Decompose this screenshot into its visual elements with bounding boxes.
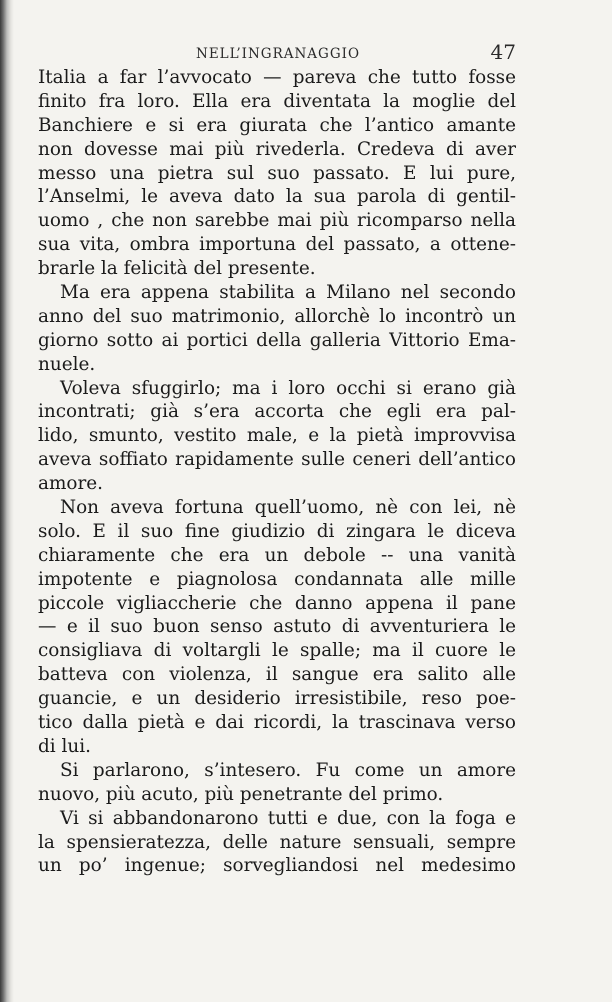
text-line: l’Anselmi, le aveva dato la sua parola di gentil- bbox=[38, 186, 516, 208]
page-number: 47 bbox=[490, 40, 516, 64]
text-line: Italia a far l’avvocato — pareva che tutto fosse bbox=[38, 67, 516, 88]
text-line: messo una pietra sul suo passato. E lui pure, bbox=[38, 162, 516, 184]
text-line: solo. E il suo fine giudizio di zingara le diceva bbox=[38, 520, 516, 542]
text-line: Non aveva fortuna quell’uomo, nè con lei, nè bbox=[60, 497, 516, 519]
text-line: aveva soffiato rapidamente sulle ceneri dell’antico bbox=[38, 449, 516, 471]
text-line: Ma era appena stabilita a Milano nel secondo bbox=[60, 282, 516, 304]
book-spine-shadow bbox=[0, 0, 14, 1002]
text-line: — e il suo buon senso astuto di avventuriera le bbox=[38, 616, 516, 638]
text-line: nuovo, più acuto, più penetrante del primo. bbox=[38, 783, 444, 805]
text-line: giorno sotto ai portici della galleria Vittorio Ema- bbox=[38, 329, 516, 351]
text-line: lido, smunto, vestito male, e la pietà improvvisa bbox=[38, 425, 516, 447]
text-line: di lui. bbox=[38, 735, 91, 757]
running-head: NELL’INGRANAGGIO bbox=[196, 46, 361, 62]
text-line: uomo , che non sarebbe mai più ricomparso nella bbox=[38, 210, 516, 232]
body-text bbox=[38, 66, 516, 878]
page-header bbox=[38, 40, 516, 66]
text-line: impotente e piagnolosa condannata alle mille bbox=[38, 568, 516, 590]
text-line: brarle la felicità del presente. bbox=[38, 258, 316, 280]
text-line: anno del suo matrimonio, allorchè lo incontrò un bbox=[38, 305, 516, 327]
text-line: sua vita, ombra importuna del passato, a ottene- bbox=[38, 234, 516, 256]
text-line: finito fra loro. Ella era diventata la moglie del bbox=[38, 90, 516, 112]
text-line: incontrati; già s’era accorta che egli era pal- bbox=[38, 401, 516, 423]
text-line: tico dalla pietà e dai ricordi, la trascinava verso bbox=[38, 712, 516, 734]
text-line: Vi si abbandonarono tutti e due, con la foga e bbox=[60, 807, 516, 829]
text-line: chiaramente che era un debole -- una vanità bbox=[38, 544, 516, 566]
text-line: nuele. bbox=[38, 353, 96, 375]
text-line: amore. bbox=[38, 473, 103, 495]
text-line: Si parlarono, s’intesero. Fu come un amore bbox=[60, 759, 516, 781]
book-page bbox=[38, 40, 516, 878]
text-line: batteva con violenza, il sangue era salito alle bbox=[38, 664, 516, 686]
text-line: Banchiere e si era giurata che l’antico amante bbox=[38, 114, 516, 136]
text-line: non dovesse mai più rivederla. Credeva di aver bbox=[38, 138, 516, 160]
text-line: consigliava di voltargli le spalle; ma il cuore le bbox=[38, 640, 516, 662]
text-line: un po’ ingenue; sorvegliandosi nel medesimo bbox=[38, 855, 516, 877]
text-line: la spensieratezza, delle nature sensuali, sempre bbox=[38, 831, 516, 853]
text-line: Voleva sfuggirlo; ma i loro occhi si erano già bbox=[60, 377, 516, 399]
text-line: guancie, e un desiderio irresistibile, reso poe- bbox=[38, 688, 516, 710]
text-line: piccole vigliaccherie che danno appena il pane bbox=[38, 592, 516, 614]
